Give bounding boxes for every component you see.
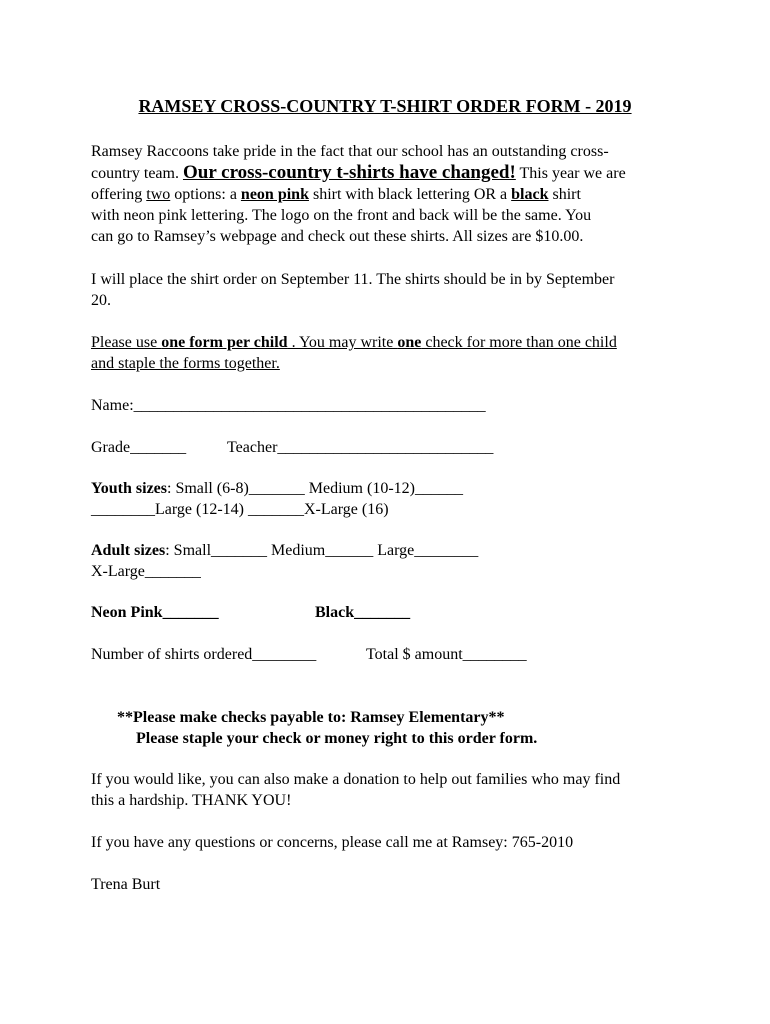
intro-line-1: Ramsey Raccoons take pride in the fact that our school has an outstanding cross- [91,143,609,160]
grade-field[interactable]: Grade_______ [91,439,187,456]
signature: Trena Burt [91,876,161,893]
intro-text: country team. [91,165,183,182]
total-amount-field[interactable]: Total $ amount________ [366,646,527,663]
adult-sizes-line-2[interactable]: X-Large_______ [91,563,201,580]
instructions-text: . You may write [287,334,398,351]
instructions-text: check for more than one child [421,334,617,351]
intro-highlight: Our cross-country t-shirts have changed! [182,162,516,183]
intro-emphasis: two [146,186,171,203]
youth-sizes-line-2[interactable]: ________Large (12-14) _______X-Large (16) [91,501,389,518]
intro-text: shirt [548,186,581,203]
staple-check-note: Please staple your check or money right to this order form. [136,730,538,747]
name-field[interactable]: Name:____________________________________________ [91,397,486,414]
black-option: black [511,186,549,203]
teacher-field[interactable]: Teacher___________________________ [227,439,494,456]
order-date-line-2: 20. [91,292,111,309]
adult-sizes-options: : Small_______ Medium______ Large________ [165,542,479,559]
instructions-emphasis: one [397,334,422,351]
adult-sizes-line-1[interactable] [91,540,681,561]
neon-pink-field[interactable]: Neon Pink_______ [91,604,219,621]
order-date-paragraph [91,269,681,311]
intro-text: shirt with black lettering OR a [308,186,512,203]
donation-paragraph [91,769,681,811]
intro-text: This year we are [515,165,626,182]
neon-pink-option: neon pink [240,186,309,203]
instructions-emphasis: one form per child [161,334,288,351]
contact-line: If you have any questions or concerns, please call me at Ramsey: 765-2010 [91,834,574,851]
intro-line-4: with neon pink lettering. The logo on the front and back will be the same. You [91,207,592,224]
shirts-ordered-field[interactable]: Number of shirts ordered________ [91,646,317,663]
intro-line-5: can go to Ramsey’s webpage and check out these shirts. All sizes are $10.00. [91,228,584,245]
intro-text: offering [91,186,147,203]
order-date-line-1: I will place the shirt order on September 11. The shirts should be in by September [91,271,615,288]
adult-sizes-label: Adult sizes [91,542,166,559]
intro-line-2 [91,162,681,184]
page-title: RAMSEY CROSS-COUNTRY T-SHIRT ORDER FORM - 2019 [138,96,632,116]
checks-payable-note: **Please make checks payable to: Ramsey Elementary** [117,709,505,726]
black-field[interactable]: Black_______ [315,604,411,621]
instructions-line-2: and staple the forms together. [91,355,280,372]
instructions-paragraph [91,332,681,374]
youth-sizes-line-1[interactable] [91,478,681,499]
youth-sizes-label: Youth sizes [91,480,168,497]
instructions-line-1 [91,332,681,353]
donation-line-2: this a hardship. THANK YOU! [91,792,292,809]
donation-line-1: If you would like, you can also make a donation to help out families who may find [91,771,621,788]
intro-paragraph [91,141,681,247]
intro-text: options: a [170,186,241,203]
instructions-text: Please use [91,334,162,351]
intro-line-3 [91,184,681,205]
adult-sizes-section [91,540,681,582]
youth-sizes-options: : Small (6-8)_______ Medium (10-12)______ [167,480,463,497]
youth-sizes-section [91,478,681,520]
